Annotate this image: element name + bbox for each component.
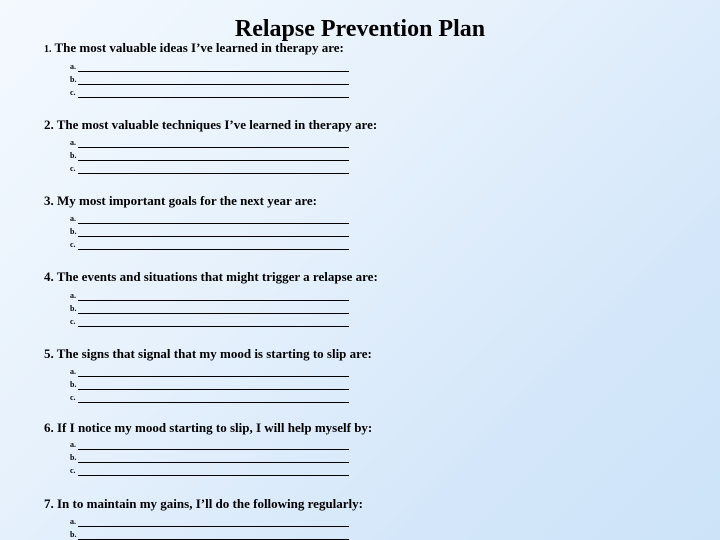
answer-line-1a[interactable]: a. <box>70 62 349 72</box>
answer-line-3a[interactable]: a. <box>70 214 349 224</box>
question-text: The most valuable techniques I’ve learned in therapy are: <box>56 117 378 132</box>
answer-line-4b[interactable]: b. <box>70 304 349 314</box>
question-1 <box>44 40 344 57</box>
question-text: The signs that signal that my mood is starting to slip are: <box>56 346 372 361</box>
answer-line-3b[interactable]: b. <box>70 227 349 237</box>
answer-line-7a[interactable]: a. <box>70 517 349 527</box>
question-5 <box>44 346 372 361</box>
answer-line-7b[interactable]: b. <box>70 530 349 540</box>
answer-line-3c[interactable]: c. <box>70 240 349 250</box>
question-6 <box>44 420 372 435</box>
question-number: 3. <box>44 193 54 208</box>
page-title: Relapse Prevention Plan <box>234 16 486 42</box>
answer-line-4a[interactable]: a. <box>70 291 349 301</box>
question-text: The most valuable ideas I’ve learned in therapy are: <box>54 40 344 55</box>
question-4 <box>44 269 378 284</box>
answer-line-5b[interactable]: b. <box>70 380 349 390</box>
question-text: The events and situations that might trigger a relapse are: <box>56 269 378 284</box>
answer-line-6a[interactable]: a. <box>70 440 349 450</box>
question-number: 5. <box>44 346 54 361</box>
answer-line-2a[interactable]: a. <box>70 138 349 148</box>
question-number: 6. <box>44 420 54 435</box>
answer-line-4c[interactable]: c. <box>70 317 349 327</box>
answer-line-2b[interactable]: b. <box>70 151 349 161</box>
question-7 <box>44 496 363 511</box>
question-text: If I notice my mood starting to slip, I will help myself by: <box>57 420 373 435</box>
question-number: 4. <box>44 269 54 284</box>
question-text: My most important goals for the next year are: <box>57 193 317 208</box>
question-number: 1. <box>44 44 52 55</box>
answer-line-5c[interactable]: c. <box>70 393 349 403</box>
question-number: 2. <box>44 117 54 132</box>
question-number: 7. <box>44 496 54 511</box>
answer-line-1b[interactable]: b. <box>70 75 349 85</box>
question-3 <box>44 193 317 208</box>
answer-line-5a[interactable]: a. <box>70 367 349 377</box>
answer-line-6b[interactable]: b. <box>70 453 349 463</box>
question-2 <box>44 117 377 132</box>
question-text: In to maintain my gains, I’ll do the following regularly: <box>57 496 364 511</box>
answer-line-1c[interactable]: c. <box>70 88 349 98</box>
answer-line-6c[interactable]: c. <box>70 466 349 476</box>
answer-line-2c[interactable]: c. <box>70 164 349 174</box>
